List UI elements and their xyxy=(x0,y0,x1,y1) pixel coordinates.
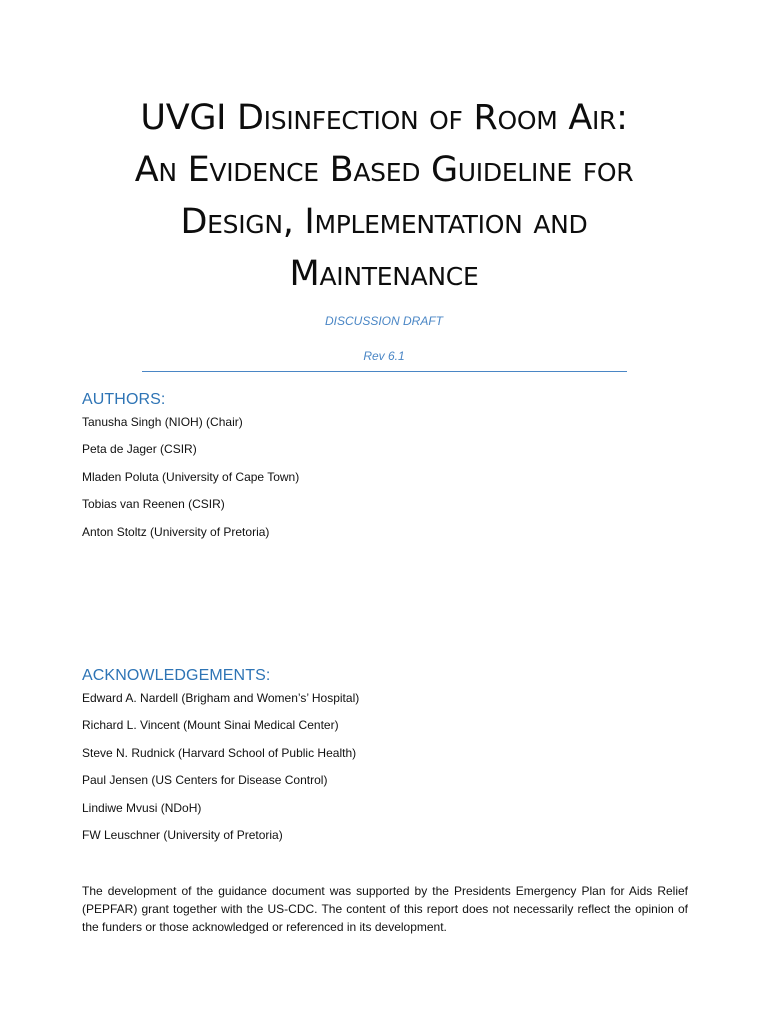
author-item: Peta de Jager (CSIR) xyxy=(82,442,197,457)
title-line-4: Maintenance xyxy=(289,254,479,294)
author-item: Mladen Poluta (University of Cape Town) xyxy=(82,469,300,484)
title-line-2: An Evidence Based Guideline for xyxy=(134,150,634,190)
acknowledgement-item: Edward A. Nardell (Brigham and Women’s’ Hospital) xyxy=(82,691,360,705)
author-item: Anton Stoltz (University of Pretoria) xyxy=(82,524,270,539)
acknowledgements-list xyxy=(82,690,359,854)
title-line-1: UVGI Disinfection of Room Air: xyxy=(140,98,628,138)
document-title xyxy=(0,92,768,300)
title-divider xyxy=(142,371,627,372)
authors-list xyxy=(82,414,299,551)
authors-heading: AUTHORS: xyxy=(82,391,166,408)
author-item: Tobias van Reenen (CSIR) xyxy=(82,497,225,512)
revision-label: Rev 6.1 xyxy=(363,349,405,363)
draft-status: DISCUSSION DRAFT xyxy=(324,314,443,328)
acknowledgement-item: Paul Jensen (US Centers for Disease Control) xyxy=(82,773,328,788)
author-item: Tanusha Singh (NIOH) (Chair) xyxy=(82,415,243,429)
acknowledgement-item: Lindiwe Mvusi (NDoH) xyxy=(82,800,202,815)
acknowledgement-item: Steve N. Rudnick (Harvard School of Public Health) xyxy=(82,745,357,760)
acknowledgement-item: FW Leuschner (University of Pretoria) xyxy=(82,827,283,842)
acknowledgements-heading: ACKNOWLEDGEMENTS: xyxy=(82,667,271,684)
funding-note: The development of the guidance document was supported by the Presidents Emergency Plan for Aids Relief (PEPFAR) grant together with the US-CDC. The content of this report does not necessarily reflect the opinion of the funders or those acknowledged or referenced in its development. xyxy=(82,884,688,934)
acknowledgement-item: Richard L. Vincent (Mount Sinai Medical Center) xyxy=(82,718,339,733)
title-line-3: Design, Implementation and xyxy=(180,202,588,242)
